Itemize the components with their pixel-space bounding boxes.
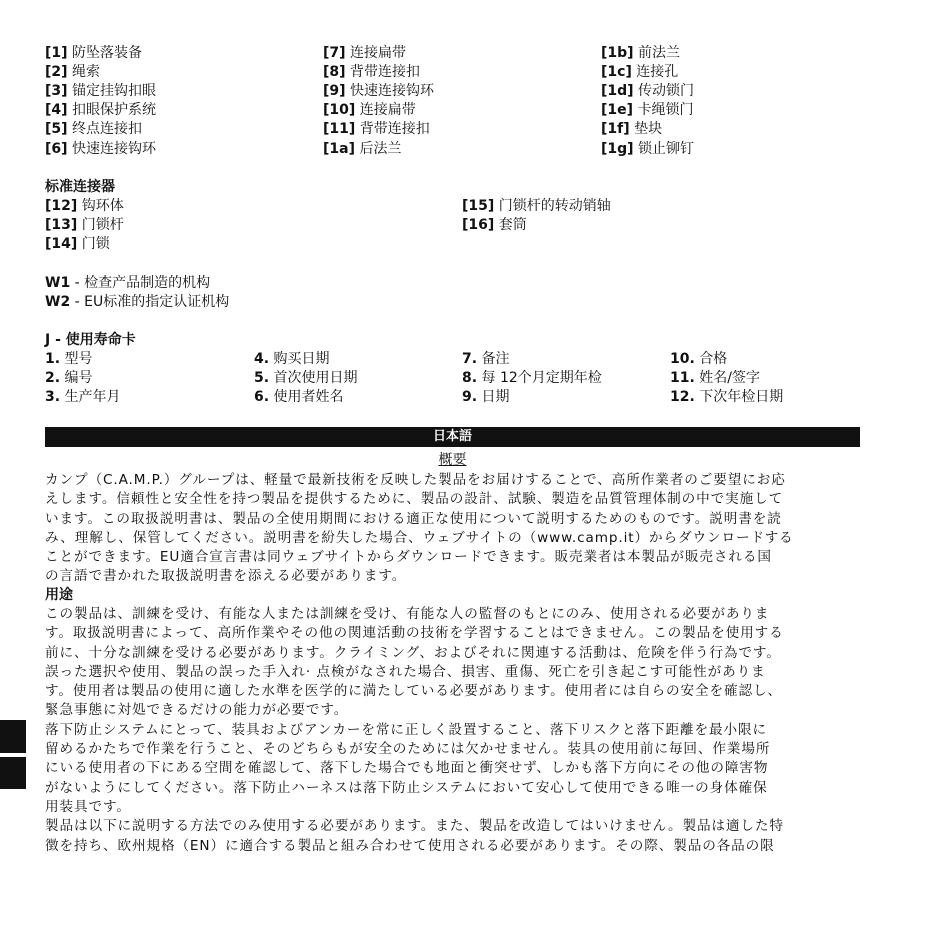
legend-item: [14] 门锁 <box>45 236 110 252</box>
legend-item: 9. 日期 <box>462 389 510 405</box>
overview-title: 概要 <box>438 452 467 468</box>
legend-item: [2] 绳索 <box>45 64 100 80</box>
legend-item: W1 - 检查产品制造的机构 <box>45 275 211 291</box>
legend-item: 1. 型号 <box>45 351 93 367</box>
side-tab <box>0 757 26 789</box>
legend-item: 7. 备注 <box>462 351 510 367</box>
life-card-heading: J - 使用寿命卡 <box>45 332 136 348</box>
legend-item: [16] 套筒 <box>462 217 527 233</box>
legend-item: [1b] 前法兰 <box>601 45 681 61</box>
usage-heading: 用途 <box>45 587 73 603</box>
legend-item: [1c] 连接孔 <box>601 64 679 80</box>
legend-item: 12. 下次年检日期 <box>670 389 784 405</box>
legend-item: [15] 门锁杆的转动销轴 <box>462 198 611 214</box>
legend-item: 3. 生产年月 <box>45 389 121 405</box>
connector-heading: 标准连接器 <box>45 179 115 195</box>
legend-item: 6. 使用者姓名 <box>254 389 344 405</box>
language-banner: 日本語 <box>45 427 860 447</box>
legend-item: 8. 每 12个月定期年检 <box>462 370 602 386</box>
overview-text: カンプ（C.A.M.P.）グループは、軽量で最新技術を反映した製品をお届けすることで、高所作業者のご要望にお応 えします。信頼性と安全性を持つ製品を提供するために、製品の設計、試験、製造を品質管理体制の中で実施して います。この取扱説明書は、製品の全使用期間における適正な使用について説明するためのものです。説明書を読 み、理解し、保管してください。説明書を紛失した場合、ウェブサイトの（www.camp.it）からダウンロードする ことができます。EU適合宣言書は同ウェブサイトからダウンロードできます。販売業者は本製品が販売される国 の言語で書かれた取扱説明書を添える必要があります。 <box>45 472 794 585</box>
legend-item: [5] 终点连接扣 <box>45 121 142 137</box>
legend-item: [1e] 卡绳锁门 <box>601 102 694 118</box>
legend-item: W2 - EU标准的指定认证机构 <box>45 294 230 310</box>
legend-item: [10] 连接扁带 <box>323 102 416 118</box>
legend-item: 10. 合格 <box>670 351 728 367</box>
legend-item: [1a] 后法兰 <box>323 141 402 157</box>
legend-item: [12] 钩环体 <box>45 198 124 214</box>
side-tab <box>0 720 26 753</box>
legend-item: [1g] 锁止铆钉 <box>601 141 695 157</box>
legend-item: [7] 连接扁带 <box>323 45 406 61</box>
usage-text: この製品は、訓練を受け、有能な人または訓練を受け、有能な人の監督のもとにのみ、使用される必要がありま す。取扱説明書によって、高所作業やその他の関連活動の技術を学習することはできません。この製品を使用する 前に、十分な訓練を受ける必要があります。クライミング、およびそれに関連する活動は、危険を伴う行為です。 誤った選択や使用、製品の誤った手入れ· 点検がなされた場合、損害、重傷、死亡を引き起こす可能性がありま す。使用者は製品の使用に適した水準を医学的に満たしている必要があります。使用者には自らの安全を確認し、 緊急事態に対処できるだけの能力が必要です。 落下防止システムにとって、装具およびアンカーを常に正しく設置すること、落下リスクと落下距離を最小限に 留めるかたちで作業を行うこと、そのどちらもが安全のためには欠かせません。装具の使用前に毎回、作業場所 にいる使用者の下にある空間を確認して、落下した場合でも地面と衝突せず、しかも落下方向にその他の障害物 がないようにしてください。落下防止ハーネスは落下防止システムにおいて安心して使用できる唯一の身体確保 用装具です。 製品は以下に説明する方法でのみ使用する必要があります。また、製品を改造してはいけません。製品は適した特 徴を持ち、欧州規格（EN）に適合する製品と組み合わせて使用される必要があります。その際、製品の各品の限 <box>45 606 784 854</box>
legend-item: [11] 背带连接扣 <box>323 121 430 137</box>
legend-item: 2. 编号 <box>45 370 93 386</box>
legend-item: [1d] 传动锁门 <box>601 83 695 99</box>
legend-item: [1f] 垫块 <box>601 121 663 137</box>
legend-item: [1] 防坠落装备 <box>45 45 142 61</box>
legend-item: 11. 姓名/签字 <box>670 370 760 386</box>
legend-item: [8] 背带连接扣 <box>323 64 420 80</box>
legend-item: [13] 门锁杆 <box>45 217 124 233</box>
legend-item: [9] 快速连接钩环 <box>323 83 434 99</box>
legend-item: [6] 快速连接钩环 <box>45 141 156 157</box>
legend-item: 5. 首次使用日期 <box>254 370 358 386</box>
legend-item: 4. 购买日期 <box>254 351 330 367</box>
legend-item: [3] 锚定挂钩扣眼 <box>45 83 156 99</box>
legend-item: [4] 扣眼保护系统 <box>45 102 156 118</box>
